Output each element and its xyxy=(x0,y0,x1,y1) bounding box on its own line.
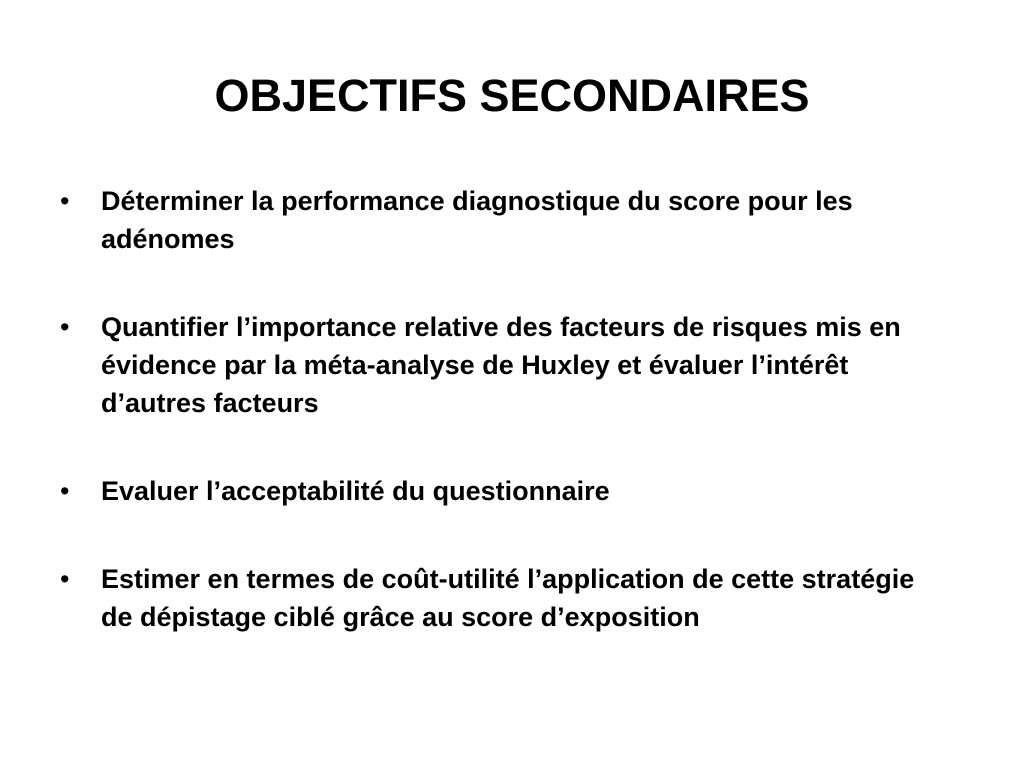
bullet-item-2 xyxy=(60,308,940,422)
bullet-item-1 xyxy=(60,182,940,258)
slide-title: OBJECTIFS SECONDAIRES xyxy=(214,70,810,121)
bullet-text-2: Quantifier l’importance relative des facteurs de risques mis en évidence par la méta-analyse de Huxley et évaluer l’intérêt d’autres facteurs xyxy=(101,312,901,418)
bullet-icon: • xyxy=(60,564,70,594)
bullet-item-4 xyxy=(60,560,940,636)
bullet-text-1: Déterminer la performance diagnostique du score pour les adénomes xyxy=(101,186,853,254)
bullet-text-3: Evaluer l’acceptabilité du questionnaire xyxy=(101,476,610,506)
bullet-item-3 xyxy=(60,472,940,510)
bullet-text-4: Estimer en termes de coût-utilité l’application de cette stratégie de dépistage ciblé grâce au score d’exposition xyxy=(101,564,915,632)
bullet-icon: • xyxy=(60,312,70,342)
bullet-icon: • xyxy=(60,186,70,216)
bullet-list xyxy=(60,182,940,636)
bullet-icon: • xyxy=(60,476,70,506)
